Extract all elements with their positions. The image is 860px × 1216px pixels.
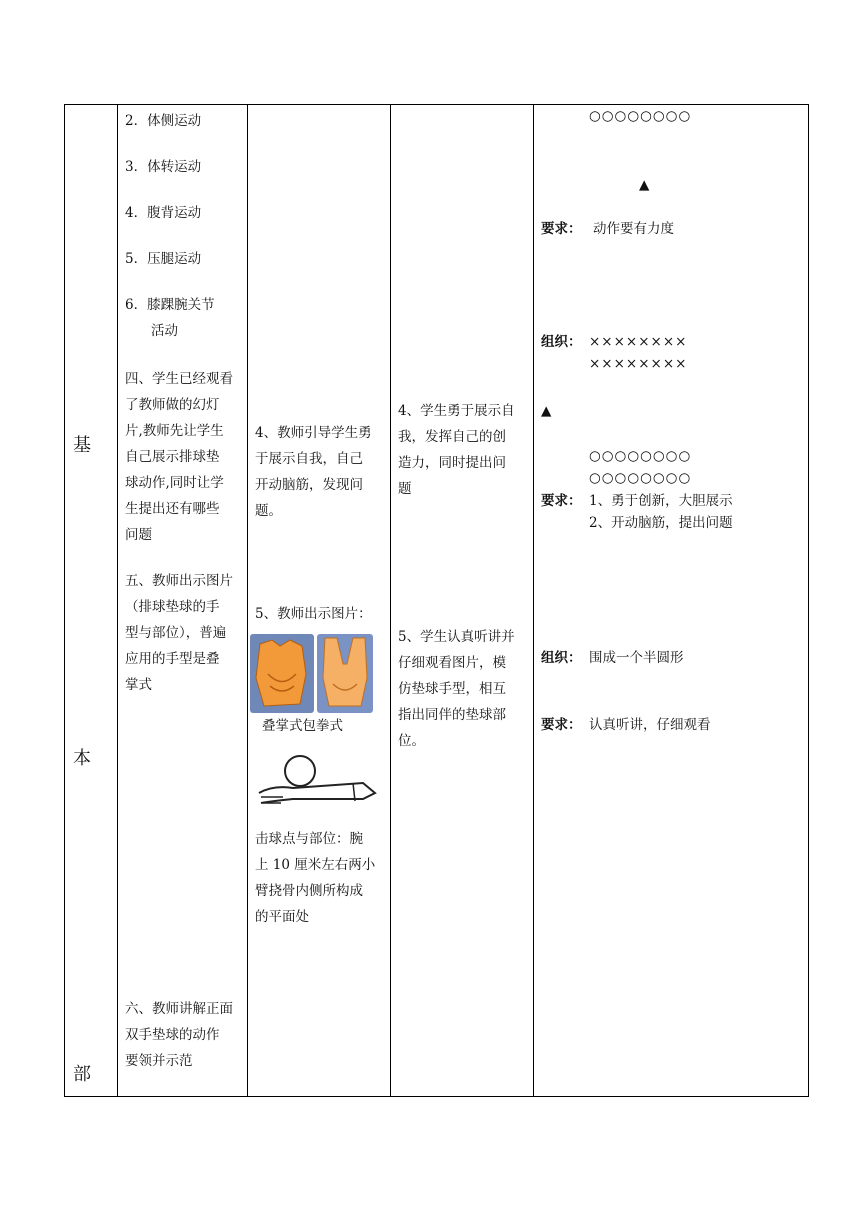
paragraph-line: 型与部位），普遍 (125, 625, 227, 641)
paragraph-line: 造力，同时提出问 (398, 455, 506, 471)
paragraph-line: 位。 (398, 733, 425, 749)
paragraph-line: 上 10 厘米左右两小 (255, 857, 376, 873)
column-divider (247, 105, 248, 1096)
paragraph-line: 我，发挥自己的创 (398, 429, 506, 445)
paragraph-line: 球动作,同时让学 (125, 475, 224, 491)
organization-label: 组织： (541, 334, 582, 350)
paragraph-line: 生提出还有哪些 (125, 501, 220, 517)
image-caption: 叠掌式包拳式 (262, 718, 343, 734)
paragraph-line: 开动脑筋，发现问 (255, 477, 363, 493)
content-column (125, 105, 245, 1096)
requirement-text: 动作要有力度 (593, 221, 674, 237)
hand-photo-clasped (317, 634, 373, 713)
paragraph-line: 要领并示范 (125, 1053, 193, 1069)
paragraph-line: 臂挠骨内侧所构成 (255, 883, 363, 899)
paragraph-line: 仔细观看图片，模 (398, 655, 506, 671)
list-item: 6．膝踝腕关节 (125, 297, 215, 313)
paragraph-line: 掌式 (125, 677, 152, 693)
lesson-plan-table (64, 104, 809, 1097)
paragraph-line: 自己展示排球垫 (125, 449, 220, 465)
section-char: 基 (73, 435, 91, 456)
paragraph-line: 四、学生已经观看 (125, 371, 233, 387)
paragraph-line: （排球垫球的手 (125, 599, 220, 615)
formation-circles: ○○○○○○○○ (589, 108, 692, 124)
formation-crosses: ×××××××× (589, 334, 688, 350)
column-divider (533, 105, 534, 1096)
paragraph-line: 双手垫球的动作 (125, 1027, 220, 1043)
section-char: 本 (73, 748, 91, 769)
teacher-column (255, 105, 387, 1096)
list-item: 5．压腿运动 (125, 251, 202, 267)
column-divider (117, 105, 118, 1096)
list-item: 活动 (151, 323, 178, 339)
paragraph-line: 4、教师引导学生勇 (255, 425, 372, 441)
requirement-label: 要求： (541, 493, 582, 509)
organization-text: 围成一个半圆形 (589, 650, 684, 666)
formation-crosses: ×××××××× (589, 356, 688, 372)
forearm-ball-sketch (253, 753, 379, 813)
paragraph-line: 仿垫球手型，相互 (398, 681, 506, 697)
section-char: 部 (73, 1064, 91, 1085)
paragraph-line: 应用的手型是叠 (125, 651, 220, 667)
paragraph-line: 指出同伴的垫球部 (398, 707, 506, 723)
list-item: 3．体转运动 (125, 159, 202, 175)
student-column (398, 105, 530, 1096)
formation-circles: ○○○○○○○○ (589, 470, 692, 486)
hand-photo-stacked (250, 634, 314, 713)
paragraph-line: 片,教师先让学生 (125, 423, 224, 439)
paragraph-line: 4、学生勇于展示自 (398, 403, 515, 419)
requirement-label: 要求： (541, 221, 582, 237)
organization-column (541, 105, 807, 1096)
paragraph-line: 了教师做的幻灯 (125, 397, 220, 413)
list-item: 2．体侧运动 (125, 113, 202, 129)
formation-circles: ○○○○○○○○ (589, 448, 692, 464)
paragraph-line: 题。 (255, 503, 282, 519)
paragraph-line: 5、学生认真听讲并 (398, 629, 515, 645)
requirement-text: 2、开动脑筋，提出问题 (589, 515, 733, 531)
organization-label: 组织： (541, 650, 582, 666)
paragraph-line: 问题 (125, 527, 152, 543)
column-divider (390, 105, 391, 1096)
teacher-triangle: ▲ (639, 177, 650, 193)
paragraph-line: 击球点与部位：腕 (255, 831, 363, 847)
paragraph-line: 的平面处 (255, 909, 309, 925)
paragraph-line: 5、教师出示图片： (255, 606, 372, 622)
paragraph-line: 于展示自我，自己 (255, 451, 363, 467)
paragraph-line: 五、教师出示图片 (125, 573, 233, 589)
list-item: 4．腹背运动 (125, 205, 202, 221)
requirement-text: 1、勇于创新，大胆展示 (589, 493, 733, 509)
paragraph-line: 题 (398, 481, 412, 497)
requirement-text: 认真听讲，仔细观看 (589, 717, 711, 733)
requirement-label: 要求： (541, 717, 582, 733)
paragraph-line: 六、教师讲解正面 (125, 1001, 233, 1017)
teacher-triangle: ▲ (541, 403, 552, 419)
section-column (65, 105, 117, 1096)
